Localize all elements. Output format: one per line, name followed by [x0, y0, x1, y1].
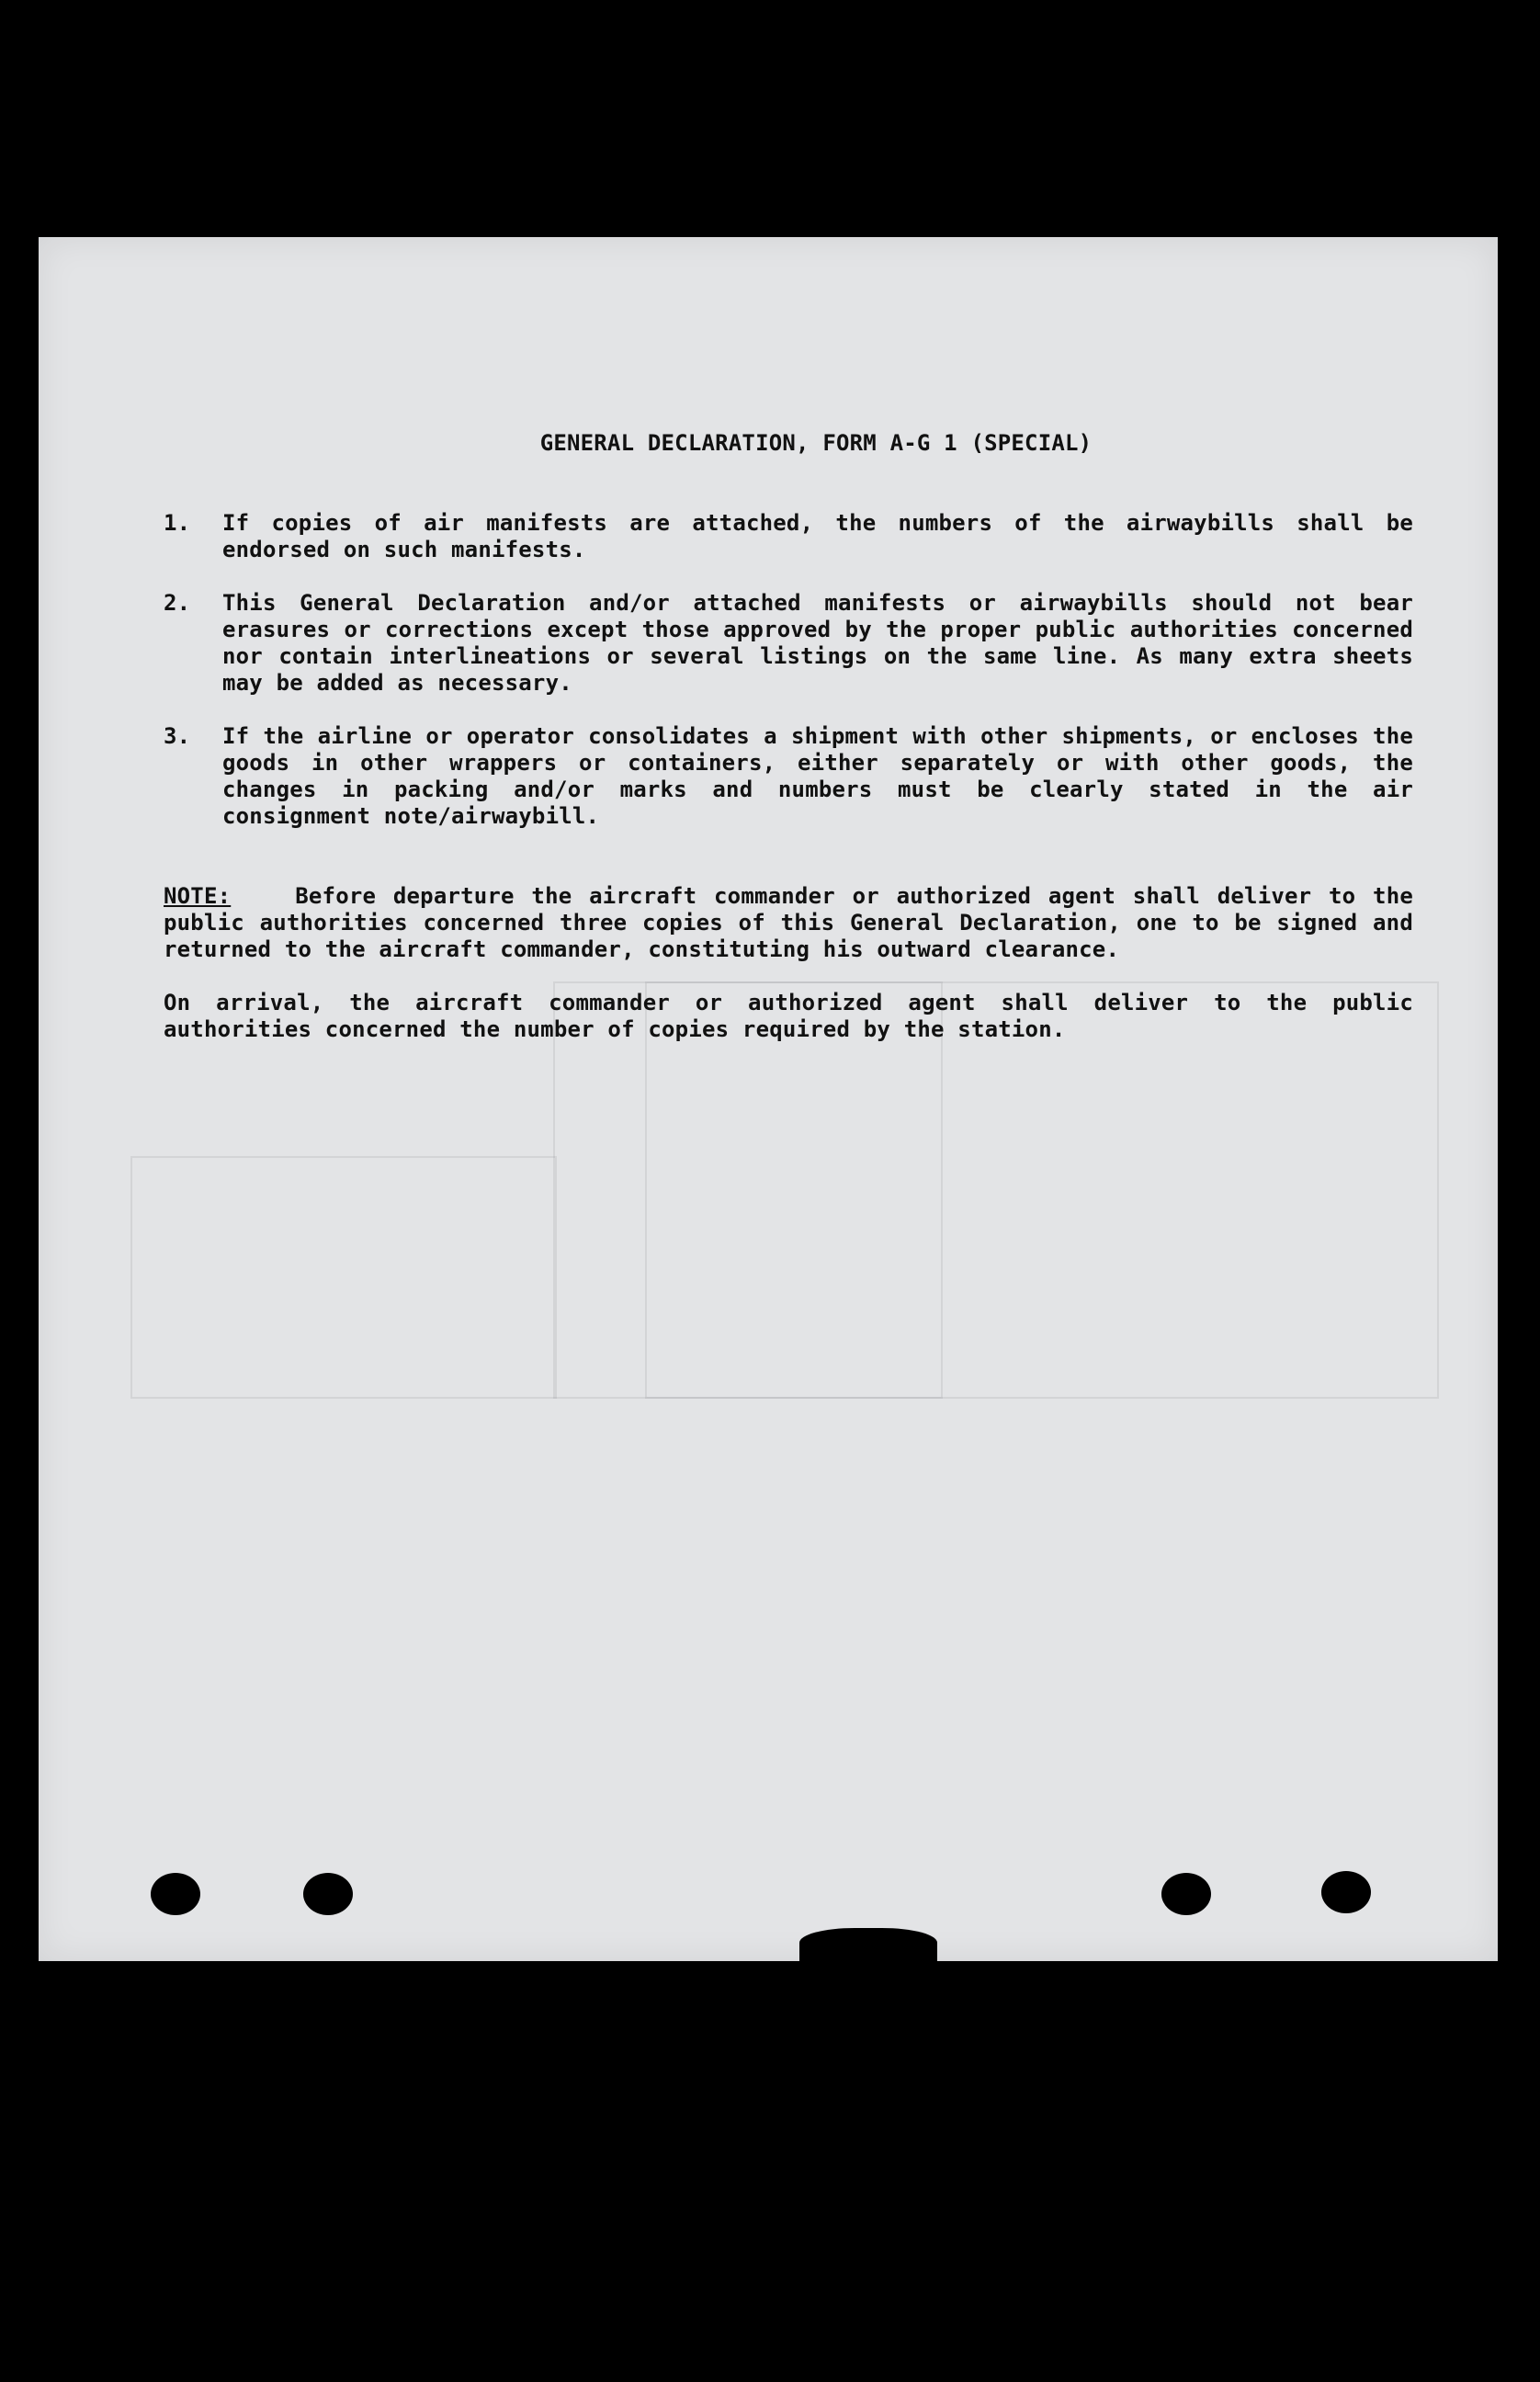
- item-text: This General Declaration and/or attached manifests or airwaybills should not bear erasures or corrections except those approved by the proper public authorities concerned nor contain interlineations or several listings on the same line. As many extra sheets may be added as necessary.: [222, 590, 1413, 696]
- punch-hole: [1321, 1871, 1371, 1913]
- list-item: [164, 590, 1413, 697]
- bleed-through-column: [645, 981, 943, 1399]
- note-text: Before departure the aircraft commander or authorized agent shall deliver to the public authorities concerned three copies of this General Declaration, one to be signed and returned to the aircraft commander, constituting his outward clearance.: [164, 883, 1413, 962]
- list-item: [164, 723, 1413, 830]
- note-paragraph: [164, 883, 1413, 963]
- document-sheet: [39, 237, 1498, 1961]
- item-number: 1.: [164, 510, 191, 536]
- declaration-text: [164, 430, 1413, 1043]
- list-item: [164, 510, 1413, 563]
- item-number: 2.: [164, 590, 191, 616]
- punch-hole: [1161, 1873, 1211, 1915]
- item-number: 3.: [164, 723, 191, 749]
- note-label: NOTE:: [164, 883, 232, 909]
- punch-hole: [303, 1873, 353, 1915]
- punch-hole: [151, 1873, 200, 1915]
- item-text: If the airline or operator consolidates a shipment with other shipments, or encloses the goods in other wrappers or containers, either separately or with other goods, the changes in packing and/or marks and numbers must be clearly stated in the air consignment note/airwaybill.: [222, 723, 1413, 829]
- paper-tear: [799, 1928, 937, 1961]
- page-title: GENERAL DECLARATION, FORM A-G 1 (SPECIAL): [539, 430, 1093, 456]
- arrival-paragraph: On arrival, the aircraft commander or authorized agent shall deliver to the public authorities concerned the number of copies required by the station.: [164, 990, 1413, 1042]
- bleed-through-section: [130, 1156, 557, 1399]
- item-text: If copies of air manifests are attached, the numbers of the airwaybills shall be endorsed on such manifests.: [222, 510, 1413, 562]
